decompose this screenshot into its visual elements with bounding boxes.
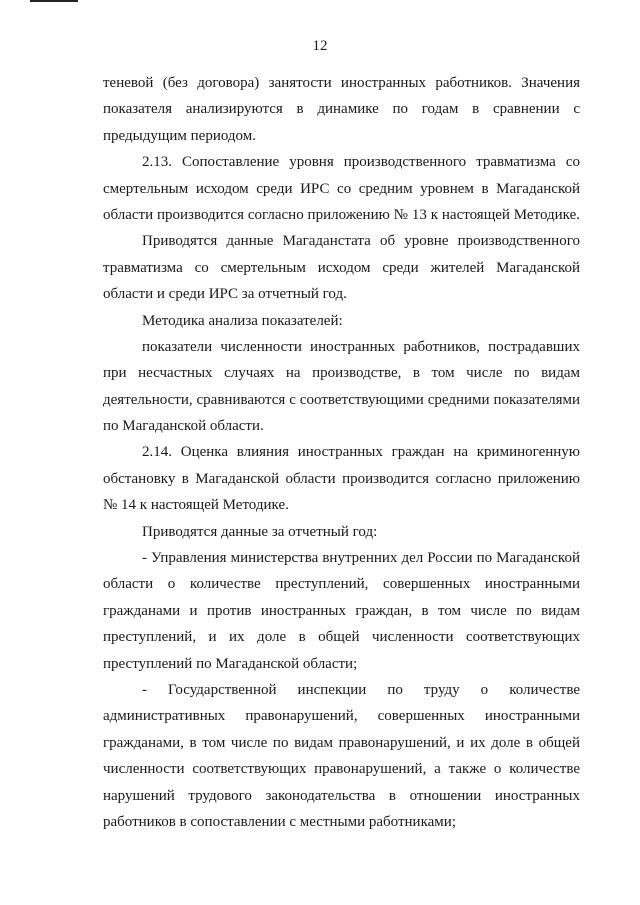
text-line: области о количестве преступлений, совершенных иностранными [103,576,580,593]
text-line: Приводятся данные за отчетный год: [142,523,378,540]
text-line: № 14 к настоящей Методике. [103,497,289,514]
text-line: гражданами, в том числе по видам правонарушений, и их доле в общей [103,734,580,751]
text-line: области и среди ИРС за отчетный год. [103,286,347,303]
text-line: показателя анализируются в динамике по годам в сравнении с [103,101,580,118]
text-line: предыдущим периодом. [103,127,257,144]
text-line: нарушений трудового законодательства в отношении иностранных [103,787,580,804]
text-line: смертельным исходом среди ИРС со средним уровнем в Магаданской [103,180,580,197]
text-line: работников в сопоставлении с местными работниками; [103,813,456,830]
text-line: - Государственной инспекции по труду о количестве [142,681,580,698]
text-line: обстановку в Магаданской области производится согласно приложению [103,470,580,487]
text-line: административных правонарушений, совершенных иностранными [103,708,580,725]
text-line: по Магаданской области. [103,418,264,435]
page-number: 12 [312,38,328,54]
text-line: Методика анализа показателей: [142,312,343,329]
top-edge-mark [30,0,78,2]
text-line: 2.13. Сопоставление уровня производственного травматизма со [142,154,580,171]
text-line: - Управления министерства внутренних дел России по Магаданской [142,550,580,567]
text-line: при несчастных случаях на производстве, в том числе по видам [103,365,580,382]
text-line: преступлений по Магаданской области; [103,655,358,672]
text-line: 2.14. Оценка влияния иностранных граждан на криминогенную [142,444,580,461]
text-line: численности соответствующих правонарушений, а также о количестве [103,761,580,778]
text-line: гражданами и против иностранных граждан, в том числе по видам [103,602,580,619]
document-body [103,70,580,835]
text-line: Приводятся данные Магаданстата об уровне производственного [142,233,580,250]
text-line: теневой (без договора) занятости иностранных работников. Значения [103,75,580,91]
text-line: преступлений, и их доле в общей численности соответствующих [103,629,580,646]
text-line: деятельности, сравниваются с соответствующими средними показателями [103,391,580,408]
text-line: показатели численности иностранных работников, пострадавших [142,338,580,355]
text-line: травматизма со смертельным исходом среди жителей Магаданской [103,259,580,276]
text-line: области производится согласно приложению № 13 к настоящей Методике. [103,206,580,223]
